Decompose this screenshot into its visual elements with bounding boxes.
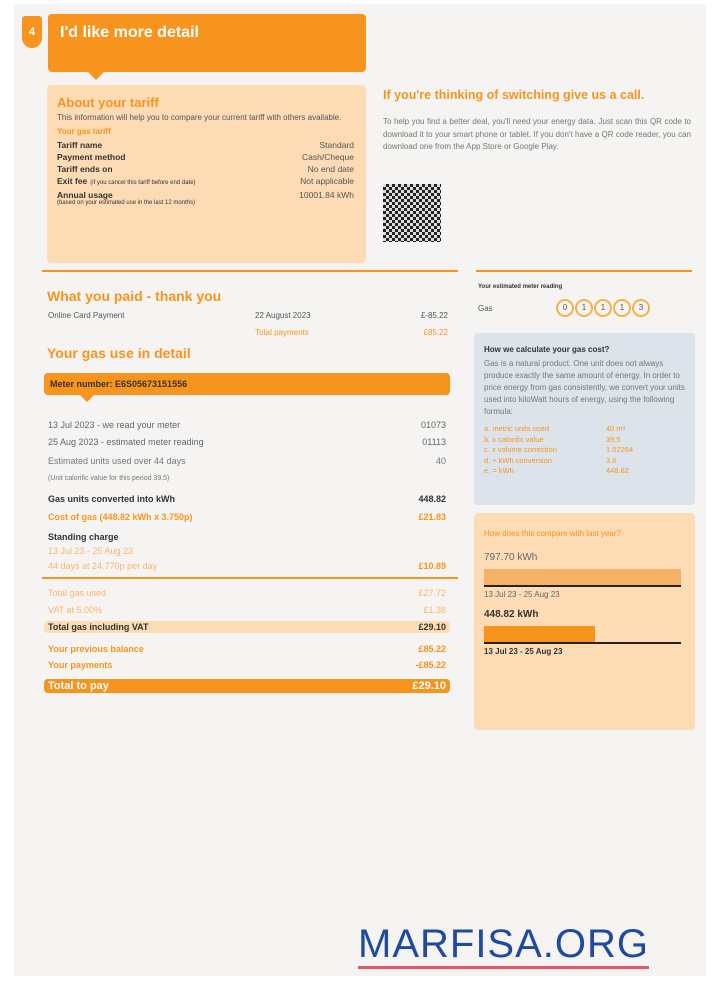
calc-box — [474, 333, 695, 505]
formula-label: a. metric units used — [484, 424, 550, 433]
gas-row-vat — [44, 604, 450, 616]
gas-row-cost — [44, 511, 450, 523]
tariff-row — [57, 190, 354, 206]
tariff-subtitle: Your gas tariff — [57, 127, 111, 136]
row-label: Total to pay — [48, 680, 109, 692]
meter-number-bar — [44, 373, 450, 395]
tariff-row-label — [57, 176, 196, 186]
standing-rate-row — [48, 561, 446, 571]
row-label: Total gas including VAT — [48, 622, 149, 632]
formula-row — [484, 424, 685, 435]
divider — [476, 270, 692, 272]
label: Exit fee — [57, 176, 88, 186]
compare-title: How does this compare with last year? — [484, 529, 621, 538]
watermark: MARFISA.ORG — [358, 922, 649, 969]
label: Annual usage — [57, 190, 113, 200]
meter-digit: 1 — [594, 299, 612, 317]
formula-row — [484, 466, 685, 477]
divider — [42, 577, 458, 579]
row-label: Total gas used — [48, 588, 107, 598]
tariff-row-value: No end date — [307, 164, 354, 174]
bar-value-label: 797.70 kWh — [484, 552, 538, 563]
payment-method: Online Card Payment — [48, 311, 125, 320]
total-payments-label: Total payments — [255, 328, 309, 337]
calc-text: Gas is a natural product. One unit does not always produce exactly the same amount of energy. In order to price energy from gas consistently, we convert your units used into kiloWatt hours of energy, using the following formula: — [484, 359, 685, 416]
formula-value: 3.6 — [606, 455, 617, 465]
tariff-box — [47, 85, 366, 263]
row-value: 40 — [435, 456, 446, 466]
row-value: £29.10 — [412, 680, 446, 692]
gas-row-total-to-pay — [44, 679, 450, 693]
tariff-row — [57, 140, 354, 150]
bar-value-label: 448.82 kWh — [484, 609, 539, 620]
meter-number: Meter number: E6S05673151556 — [50, 379, 188, 389]
formula-label: d. ÷ kWh conversion — [484, 455, 552, 465]
row-label: Your previous balance — [48, 644, 144, 654]
gas-row-total-used — [44, 587, 450, 599]
page-number-tab: 4 — [22, 16, 42, 48]
gas-row-reading1 — [44, 419, 450, 431]
payment-amount: £-85.22 — [420, 311, 448, 320]
gas-row-total-inc-vat — [44, 621, 450, 633]
bar-track — [484, 626, 681, 644]
standing-period: 13 Jul 23 - 25 Aug 23 — [48, 546, 134, 556]
meter-digit: 1 — [613, 299, 631, 317]
switch-section — [383, 88, 691, 242]
usage-bar — [484, 569, 681, 585]
gas-row-kwh — [44, 493, 450, 505]
row-label: Cost of gas (448.82 kWh x 3.750p) — [48, 512, 193, 522]
row-value: 448.82 — [418, 494, 446, 504]
row-value: £21.83 — [418, 512, 446, 522]
switch-title: If you're thinking of switching give us a call. — [383, 88, 645, 102]
row-value: 01113 — [422, 437, 446, 447]
bar-period: 13 Jul 23 - 25 Aug 23 — [484, 647, 563, 656]
gas-title: Your gas use in detail — [47, 345, 191, 361]
formula-value: 1.02264 — [606, 445, 634, 454]
tariff-row-label — [57, 190, 195, 206]
row-label: 13 Jul 2023 - we read your meter — [48, 420, 181, 430]
tariff-intro: This information will help you to compare your current tariff with others available. — [57, 113, 342, 122]
calc-title: How we calculate your gas cost? — [484, 345, 610, 354]
row-label: Your payments — [48, 660, 113, 670]
row-value: £29.10 — [418, 622, 446, 632]
qr-code[interactable] — [383, 184, 441, 242]
calorific-note: (Unit calorific value for this period 39.5) — [48, 475, 170, 482]
tariff-row — [57, 176, 354, 186]
page-title: I'd like more detail — [60, 24, 199, 41]
formula-label: e. = kWh — [484, 466, 514, 475]
bar-track — [484, 569, 681, 587]
meter-digit: 1 — [575, 299, 593, 317]
tariff-row-label — [57, 164, 113, 174]
estimated-fuel: Gas — [478, 304, 493, 313]
formula-label: b. x calorific value — [484, 434, 544, 444]
gas-row-reading2 — [44, 436, 450, 448]
row-label: Gas units converted into kWh — [48, 494, 176, 504]
meter-digit: 3 — [632, 299, 650, 317]
estimated-title: Your estimated meter reading — [478, 284, 563, 290]
formula-value: 40 m³ — [606, 424, 626, 433]
tariff-row-note: (based on your estimated use in the last 12 months) — [57, 200, 196, 206]
row-label: Standing charge — [48, 532, 119, 542]
label: Tariff name — [57, 140, 103, 150]
row-value: £27.72 — [418, 588, 446, 598]
formula-value: 39.5 — [606, 434, 621, 444]
compare-box — [474, 513, 695, 730]
divider — [42, 270, 458, 272]
gas-row-units — [44, 455, 450, 467]
label: Payment method — [57, 152, 126, 162]
standing-rate: 44 days at 24.770p per day — [48, 561, 158, 571]
gas-row-payments — [44, 659, 450, 671]
formula-value: 448.82 — [606, 466, 629, 475]
gas-row-prev-balance — [44, 643, 450, 655]
tariff-row-value: Not applicable — [300, 176, 354, 186]
gas-row-standing — [44, 531, 450, 543]
tariff-row-value: Cash/Cheque — [302, 152, 354, 162]
tariff-row-label — [57, 152, 126, 162]
payment-date: 22 August 2023 — [255, 311, 311, 320]
tariff-title: About your tariff — [57, 95, 159, 110]
row-value: £85.22 — [418, 644, 446, 654]
tariff-row-value: 10001.84 kWh — [299, 190, 354, 200]
row-label: VAT at 5.00% — [48, 605, 103, 615]
standing-value: £10.89 — [418, 561, 446, 571]
formula-row — [484, 435, 685, 446]
row-label: 25 Aug 2023 - estimated meter reading — [48, 437, 204, 447]
bar-period: 13 Jul 23 - 25 Aug 23 — [484, 590, 560, 599]
row-label: Estimated units used over 44 days — [48, 456, 186, 466]
tariff-row — [57, 164, 354, 174]
row-value: -£85.22 — [415, 660, 446, 670]
formula-row — [484, 445, 685, 456]
formula-row — [484, 456, 685, 467]
formula-label: c. x volume correction — [484, 445, 557, 454]
label: Tariff ends on — [57, 164, 113, 174]
tariff-row — [57, 152, 354, 162]
switch-text: To help you find a better deal, you'll need your energy data. Just scan this QR code to download it to your smart phone or tablet. If you don't have a QR code reader, you can download one from the App Store or Google Play. — [383, 117, 691, 151]
meter-digits — [556, 299, 651, 317]
row-value: £1.38 — [423, 605, 446, 615]
paid-title: What you paid - thank you — [47, 288, 222, 304]
meter-digit: 0 — [556, 299, 574, 317]
tariff-row-note: (if you cancel this tariff before end date) — [90, 180, 196, 186]
tariff-row-label — [57, 140, 102, 150]
section-header — [48, 14, 366, 72]
total-payments: £85.22 — [423, 328, 448, 337]
tariff-row-value: Standard — [319, 140, 354, 150]
usage-bar — [484, 626, 595, 642]
row-value: 01073 — [420, 420, 446, 430]
